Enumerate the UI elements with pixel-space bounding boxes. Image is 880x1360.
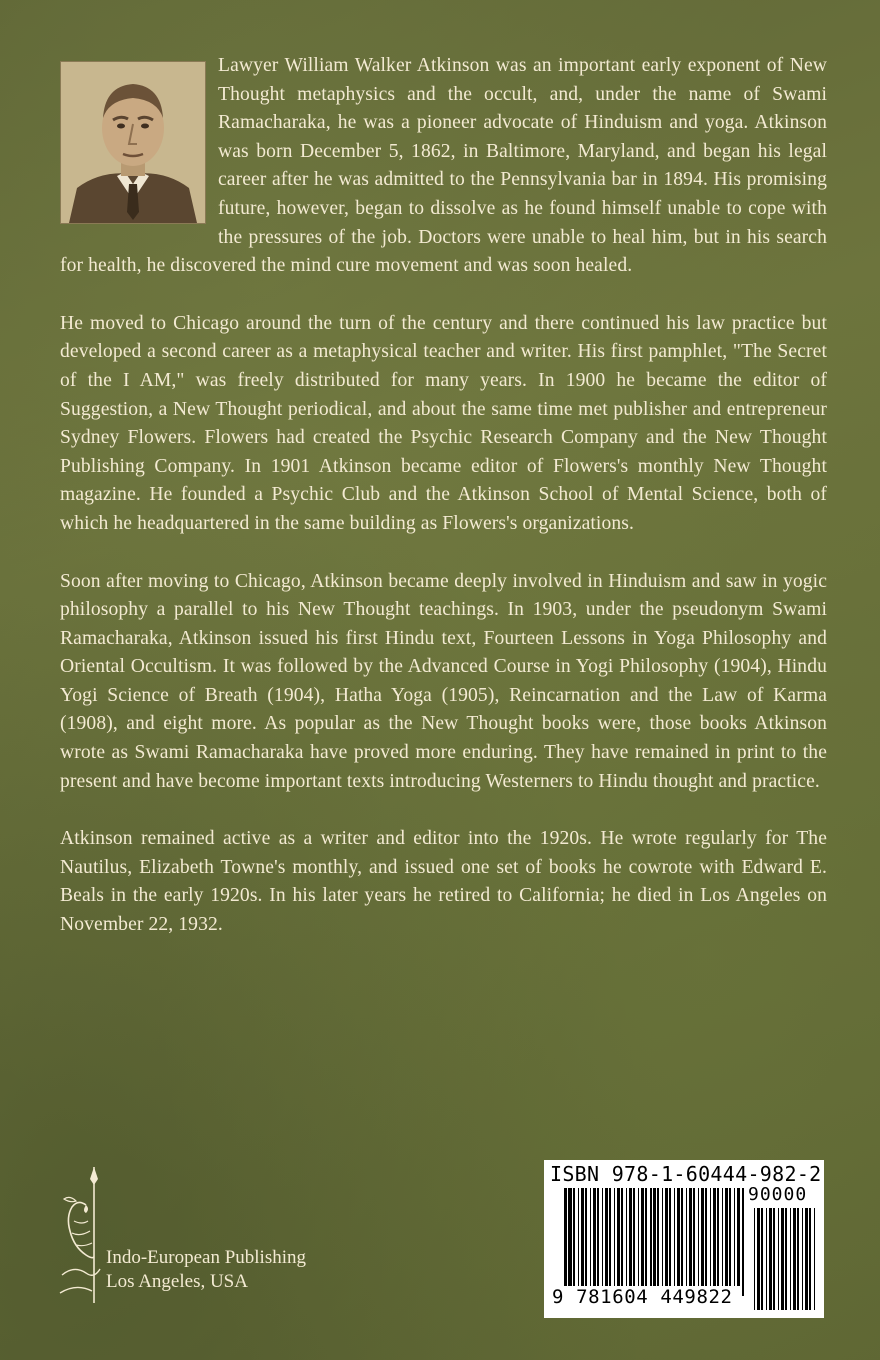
publisher-logo-icon bbox=[56, 1165, 106, 1305]
isbn-barcode bbox=[544, 1160, 824, 1318]
biography-paragraph-1: Lawyer William Walker Atkinson was an important early exponent of New Thought metaphysics and the occult, and, under the name of Swami Ramacharaka, he was a pioneer advocate of Hinduism and yoga. Atkinson was born December 5, 1862, in Baltimore, Maryland, and began his legal career after he was admitted to the Pennsylvania bar in 1894. His promising future, however, began to dissolve as he found himself unable to cope with the pressures of the job. Doctors were unable to heal him, but in his search for health, he discovered the mind cure movement and was soon healed. bbox=[60, 55, 827, 277]
publisher-block bbox=[56, 1165, 356, 1315]
biography-paragraph-3: Soon after moving to Chicago, Atkinson became deeply involved in Hinduism and saw in yogic philosophy a parallel to his New Thought teachings. In 1903, under the pseudonym Swami Ramacharaka, Atkinson issued his first Hindu text, Fourteen Lessons in Yoga Philosophy and Oriental Occultism. It was followed by the Advanced Course in Yogi Philosophy (1904), Hindu Yogi Science of Breath (1904), Hatha Yoga (1905), Reincarnation and the Law of Karma (1908), and eight more. As popular as the New Thought books were, those books Atkinson wrote as Swami Ramacharaka have proved more enduring. They have remained in print to the present and have become important texts introducing Westerners to Hindu thought and practice. bbox=[60, 570, 827, 792]
author-portrait bbox=[60, 61, 206, 224]
price-code: 90000 bbox=[748, 1184, 808, 1205]
biography-text bbox=[60, 52, 827, 969]
isbn-label: ISBN 978-1-60444-982-2 bbox=[550, 1162, 822, 1186]
ean-digits: 9 781604 449822 bbox=[552, 1286, 742, 1308]
publisher-location: Los Angeles, USA bbox=[106, 1271, 248, 1292]
biography-paragraph-4: Atkinson remained active as a writer and editor into the 1920s. He wrote regularly for The Nautilus, Elizabeth Towne's monthly, and issued one set of books he cowrote with Edward E. Beals in the early 1920s. In his later years he retired to California; he died in Los Angeles on November 22, 1932. bbox=[60, 828, 827, 936]
publisher-name: Indo-European Publishing bbox=[106, 1247, 307, 1268]
biography-paragraph-2: He moved to Chicago around the turn of the century and there continued his law practice but developed a second career as a metaphysical teacher and writer. His first pamphlet, "The Secret of the I AM," was freely distributed for many years. In 1900 he became the editor of Suggestion, a New Thought periodical, and about the same time met publisher and entrepreneur Sydney Flowers. Flowers had created the Psychic Research Company and the New Thought Publishing Company. In 1901 Atkinson became editor of Flowers's monthly New Thought magazine. He founded a Psychic Club and the Atkinson School of Mental Science, both of which he headquartered in the same building as Flowers's organizations. bbox=[60, 312, 827, 534]
